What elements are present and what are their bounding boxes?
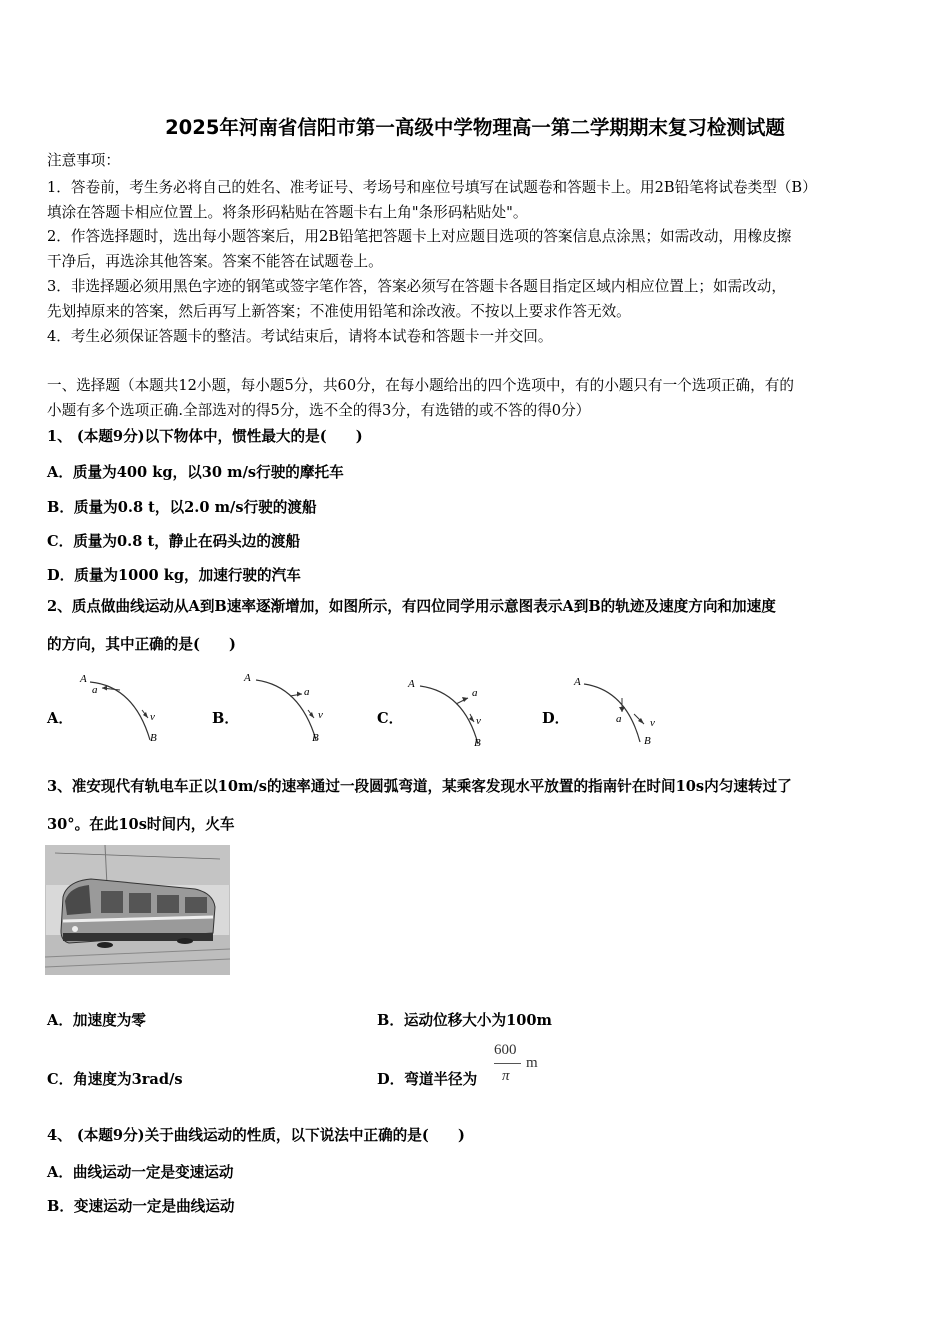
q1-stem: 1、 (本题9分)以下物体中，惯性最大的是( )	[47, 428, 363, 445]
notice-line: 干净后，再选涂其他答案。答案不能答在试题卷上。	[47, 253, 383, 270]
page-title: 2025年河南省信阳市第一高级中学物理高一第二学期期末复习检测试题	[165, 116, 785, 139]
q1-option-c: C．质量为0.8 t，静止在码头边的渡船	[47, 533, 301, 550]
fraction-denominator: π	[502, 1068, 510, 1084]
accel-label: a	[92, 684, 98, 696]
accel-label: a	[616, 713, 622, 725]
velocity-label: v	[650, 717, 655, 729]
q3-option-b: B．运动位移大小为100m	[377, 1012, 552, 1029]
q2-figure-label-b: B．	[212, 710, 239, 727]
q4-stem: 4、 (本题9分)关于曲线运动的性质，以下说法中正确的是( )	[47, 1127, 465, 1144]
q3-option-a: A．加速度为零	[47, 1012, 146, 1029]
point-b-label: B	[474, 737, 481, 749]
q2-figure-a	[72, 668, 182, 746]
notice-line: 先划掉原来的答案，然后再写上新答案；不准使用铅笔和涂改液。不按以上要求作答无效。	[47, 303, 631, 320]
fraction-unit: m	[526, 1055, 538, 1071]
q1-option-a: A．质量为400 kg，以30 m/s行驶的摩托车	[47, 464, 344, 481]
q2-figure-d	[568, 672, 678, 750]
notice-line: 4．考生必须保证答题卡的整洁。考试结束后，请将本试卷和答题卡一并交回。	[47, 328, 553, 345]
fraction-bar	[494, 1063, 521, 1064]
point-a-label: A	[244, 672, 251, 684]
velocity-label: v	[318, 709, 323, 721]
q2-stem: 的方向，其中正确的是( )	[47, 636, 236, 653]
section-heading: 一、选择题（本题共12小题，每小题5分，共60分，在每小题给出的四个选项中，有的小题只有一个选项正确，有的	[47, 377, 794, 394]
notice-heading: 注意事项：	[47, 152, 120, 169]
tram-photo	[45, 845, 230, 975]
accel-label: a	[304, 686, 310, 698]
notice-line: 2．作答选择题时，选出每小题答案后，用2B铅笔把答题卡上对应题目选项的答案信息点涂黑；如需改动，用橡皮擦	[47, 228, 792, 245]
q2-figure-label-d: D．	[542, 710, 570, 727]
fraction-numerator: 600	[494, 1042, 517, 1058]
q2-figure-label-c: C．	[377, 710, 404, 727]
q2-figure-b	[238, 668, 348, 746]
point-a-label: A	[80, 673, 87, 685]
q4-option-a: A．曲线运动一定是变速运动	[47, 1164, 234, 1181]
velocity-label: v	[150, 711, 155, 723]
notice-line: 填涂在答题卡相应位置上。将条形码粘贴在答题卡右上角"条形码粘贴处"。	[47, 204, 528, 221]
q3-stem: 30°。在此10s时间内，火车	[47, 816, 235, 833]
accel-label: a	[472, 687, 478, 699]
q1-option-b: B．质量为0.8 t，以2.0 m/s行驶的渡船	[47, 499, 317, 516]
point-b-label: B	[312, 732, 319, 744]
point-a-label: A	[574, 676, 581, 688]
q2-stem: 2、质点做曲线运动从A到B速率逐渐增加，如图所示，有四位同学用示意图表示A到B的轨迹及速度方向和加速度	[47, 598, 776, 615]
q1-option-d: D．质量为1000 kg，加速行驶的汽车	[47, 567, 301, 584]
q2-figure-c	[402, 674, 512, 752]
q4-option-b: B．变速运动一定是曲线运动	[47, 1198, 235, 1215]
q3-option-c: C．角速度为3rad/s	[47, 1071, 183, 1088]
point-b-label: B	[150, 732, 157, 744]
section-heading: 小题有多个选项正确.全部选对的得5分，选不全的得3分，有选错的或不答的得0分）	[47, 402, 591, 419]
notice-line: 3．非选择题必须用黑色字迹的钢笔或签字笔作答，答案必须写在答题卡各题目指定区域内相应位置上；如需改动，	[47, 278, 786, 295]
q2-figure-label-a: A．	[47, 710, 73, 727]
point-b-label: B	[644, 735, 651, 747]
velocity-label: v	[476, 715, 481, 727]
point-a-label: A	[408, 678, 415, 690]
q3-option-d: D．弯道半径为	[377, 1071, 478, 1088]
notice-line: 1．答卷前，考生务必将自己的姓名、准考证号、考场号和座位号填写在试题卷和答题卡上。用2B铅笔将试卷类型（B）	[47, 179, 817, 196]
q3-stem: 3、准安现代有轨电车正以10m/s的速率通过一段圆弧弯道，某乘客发现水平放置的指南针在时间10s内匀速转过了	[47, 778, 792, 795]
